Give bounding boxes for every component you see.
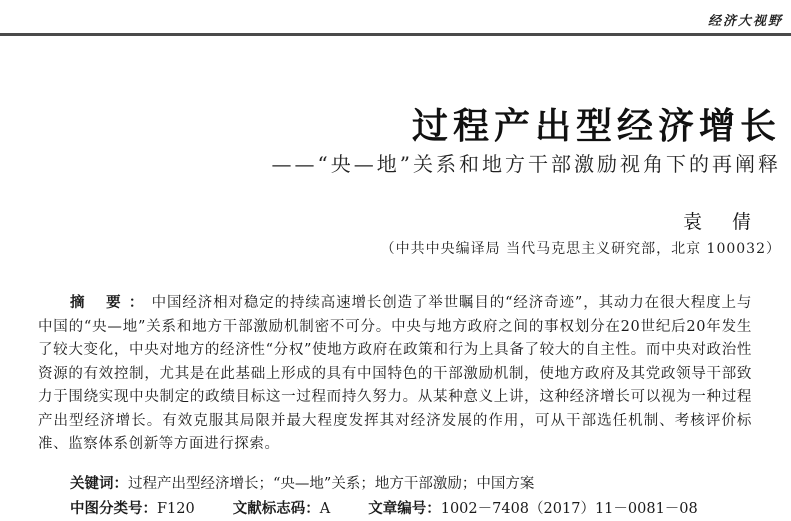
clc-label: 中图分类号： <box>70 501 157 517</box>
article-subtitle: ——“央—地”关系和地方干部激励视角下的再阐释 <box>271 152 781 176</box>
classification-line <box>70 497 698 518</box>
keywords-label: 关键词： <box>70 476 128 492</box>
author-affiliation: （中共中央编译局 当代马克思主义研究部，北京 100032） <box>380 241 781 257</box>
column-name: 经济大视野 <box>707 14 783 29</box>
keywords-line <box>70 472 534 493</box>
keywords-text: 过程产出型经济增长；“央—地”关系；地方干部激励；中国方案 <box>128 476 535 492</box>
article-no-value: 1002－7408（2017）11－0081－08 <box>440 501 698 517</box>
doc-code-value: A <box>319 501 331 517</box>
abstract-text: 中国经济相对稳定的持续高速增长创造了举世瞩目的“经济奇迹”，其动力在很大程度上与中国的“央—地”关系和地方干部激励机制密不可分。中央与地方政府之间的事权划分在20世纪后20年发生了较大变化，中央对地方的经济性“分权”使地方政府在政策和行为上具备了较大的自主性。而中央对政治性资源的有效控制，尤其是在此基础上形成的具有中国特色的干部激励机制，使地方政府及其党政领导干部致力于围绕实现中央制定的政绩目标这一过程而持久努力。从某种意义上讲，这种经济增长可以视为一种过程产出型经济增长。有效克服其局限并最大程度发挥其对经济发展的作用，可从干部选任机制、考核评价标准、监察体系创新等方面进行探索。 <box>38 295 752 452</box>
abstract-label: 摘 要： <box>70 295 152 311</box>
clc-value: F120 <box>157 501 195 517</box>
journal-header <box>0 0 791 36</box>
article-author: 袁 倩 <box>682 211 763 233</box>
header-rule <box>0 33 791 36</box>
doc-code-label: 文献标志码： <box>232 501 320 517</box>
article-title: 过程产出型经济增长 <box>411 106 781 147</box>
article-no-label: 文章编号： <box>368 501 441 517</box>
abstract-paragraph <box>38 292 752 457</box>
